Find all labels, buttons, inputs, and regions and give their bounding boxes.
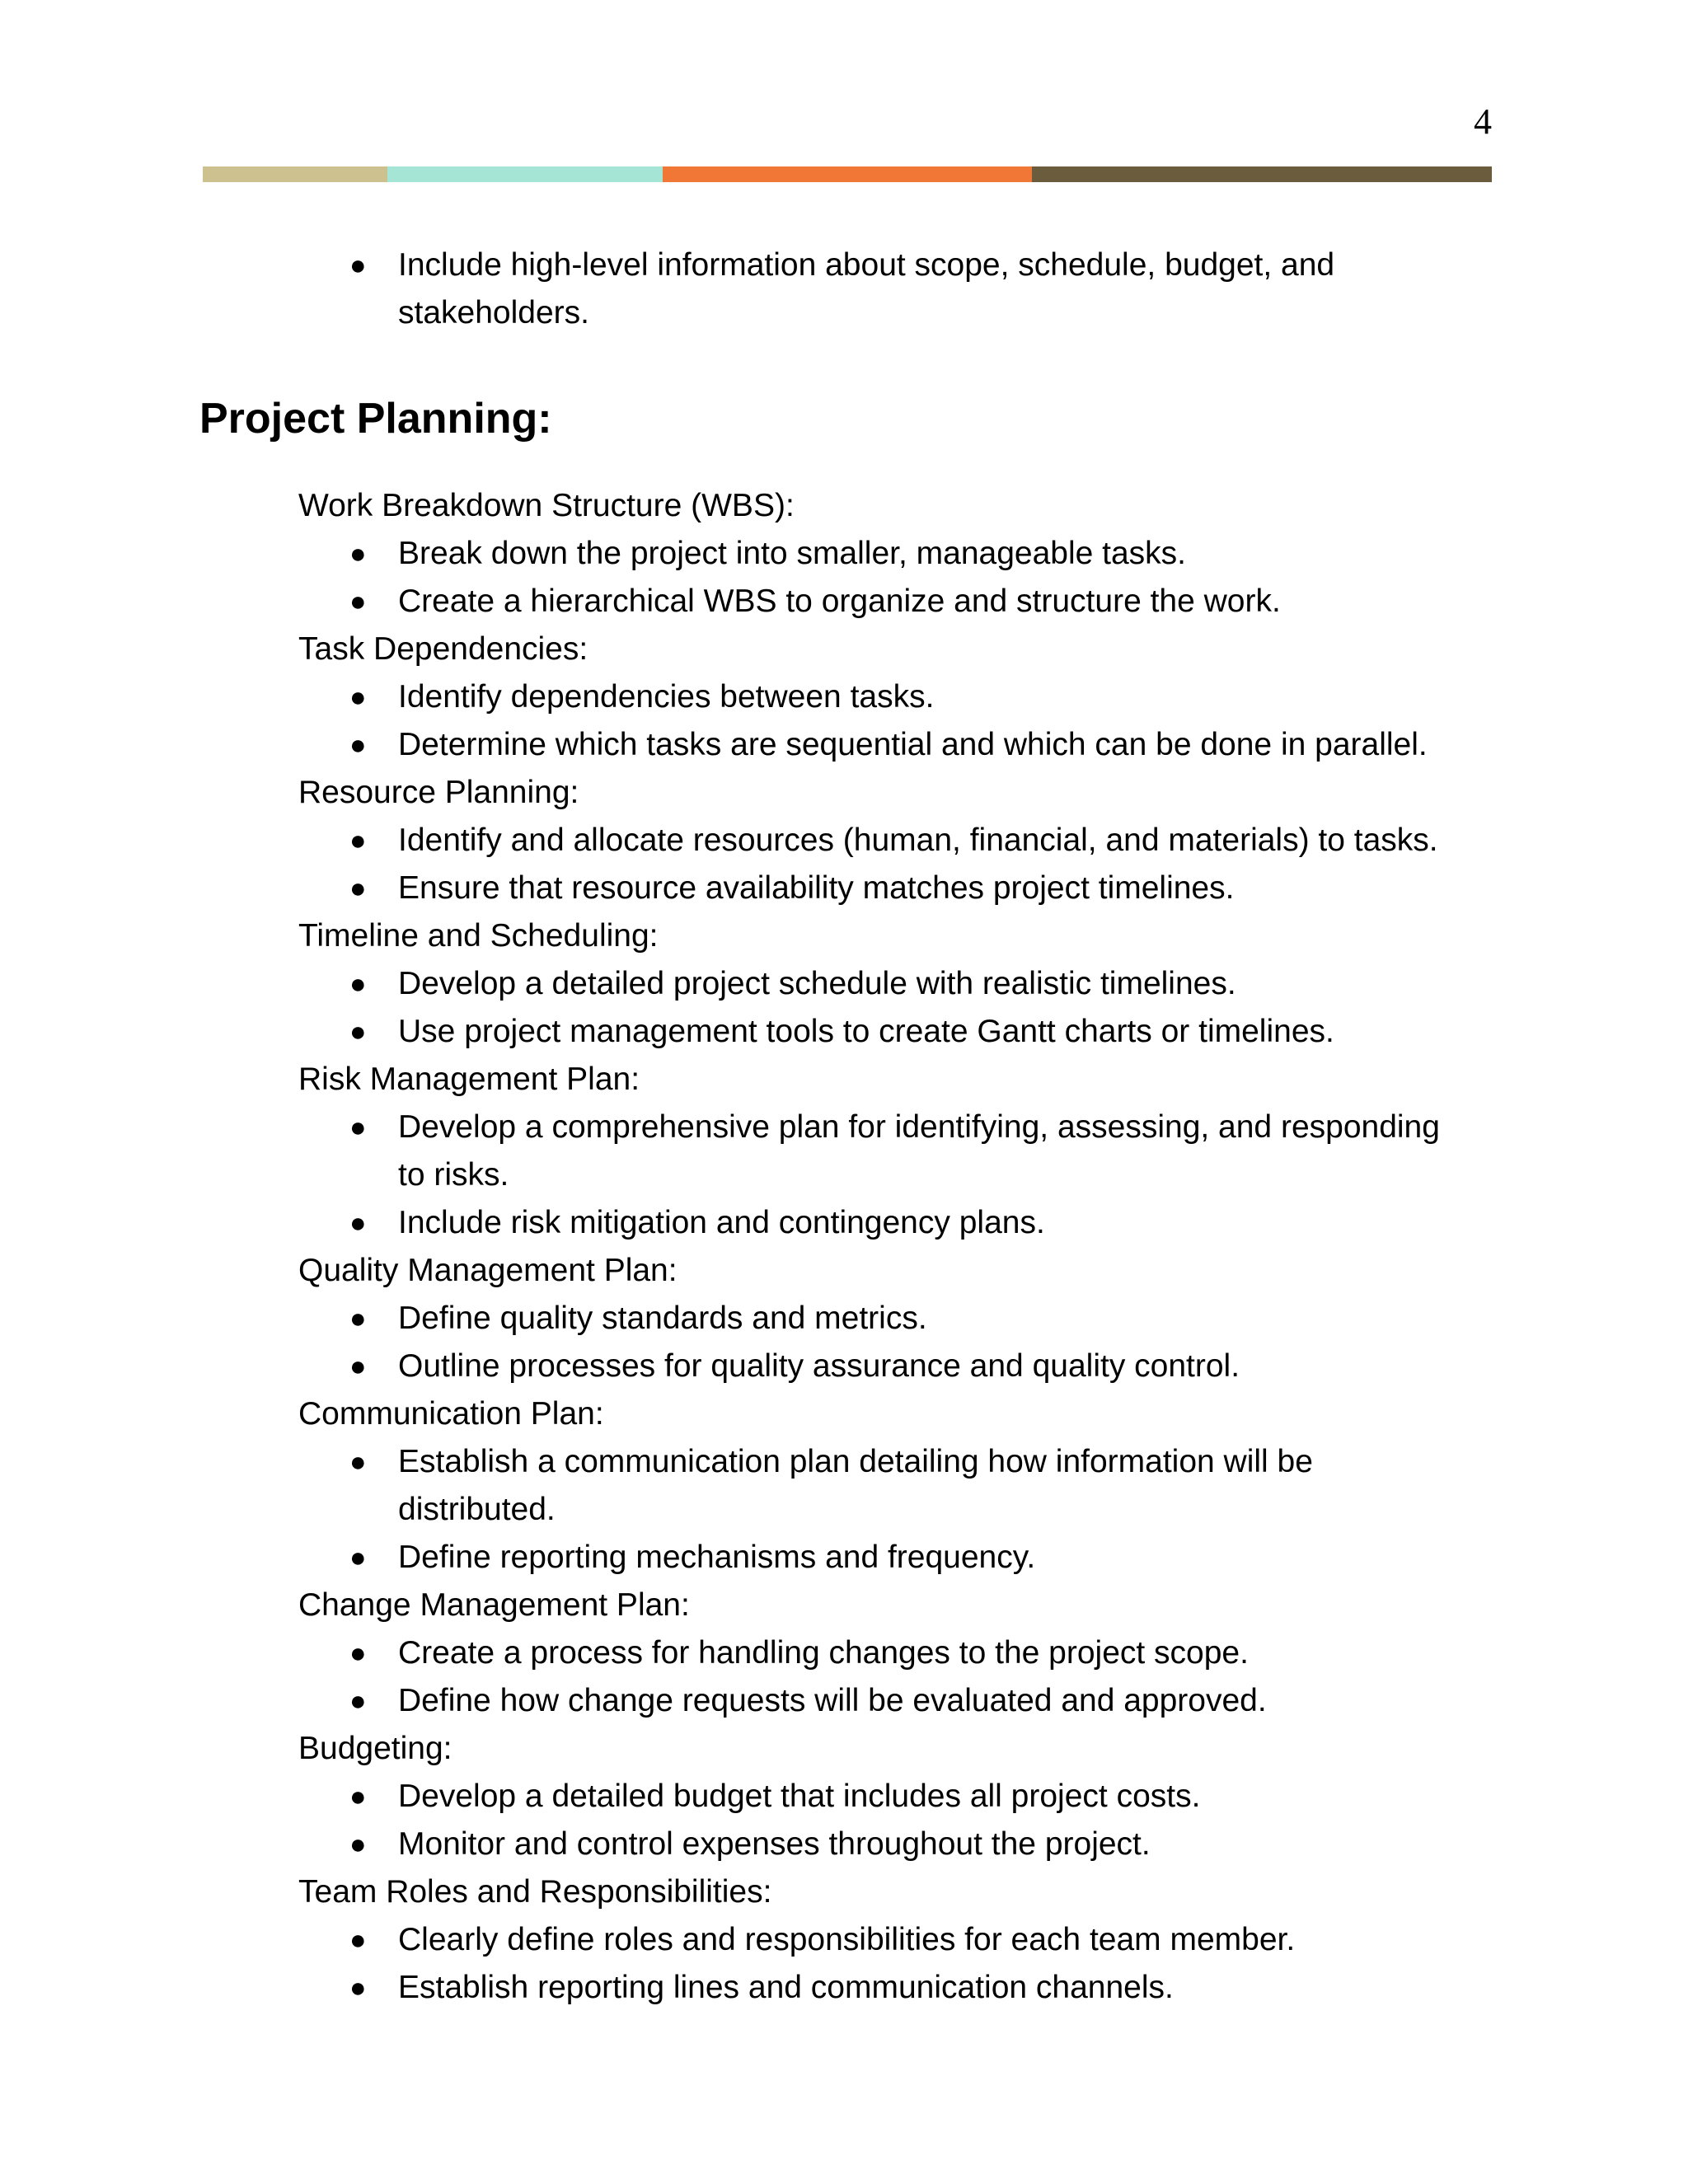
bullet-icon: ● [349,1112,367,1143]
bullet-icon: ● [349,968,367,1000]
bullet-icon: ● [349,1303,367,1334]
plan-section [0,626,1688,769]
bullet-line [0,1629,1688,1677]
section-subheading: Communication Plan: [298,1396,604,1432]
section-subheading: Task Dependencies: [298,631,588,667]
bullet-line [0,578,1688,626]
bullet-icon: ● [349,1924,367,1956]
bullet-text: Create a process for handling changes to the project scope. [398,1635,1249,1671]
bullet-icon: ● [349,250,367,281]
bullet-line [0,1916,1688,1964]
section-subheading: Work Breakdown Structure (WBS): [298,488,795,523]
bullet-text: Define reporting mechanisms and frequency. [398,1540,1036,1575]
bullet-text: Break down the project into smaller, manageable tasks. [398,536,1187,571]
plan-section [0,1725,1688,1868]
bullet-icon: ● [349,538,367,569]
section-subheading: Timeline and Scheduling: [298,918,659,954]
bullet-text: Establish a communication plan detailing how information will be [398,1444,1313,1479]
color-bar-segment [387,166,663,182]
bullet-icon: ● [349,1207,367,1239]
page-number: 4 [1474,101,1492,142]
plan-section [0,1868,1688,2012]
bullet-line [0,1151,1688,1199]
planning-sections [0,482,1688,2012]
bullet-line [0,1486,1688,1534]
bullet-icon: ● [349,1781,367,1812]
bullet-text: Define quality standards and metrics. [398,1301,927,1336]
bullet-line [0,1104,1688,1151]
bullet-icon: ● [349,1351,367,1382]
bullet-line [0,241,1688,289]
bullet-text: Include risk mitigation and contingency plans. [398,1205,1045,1240]
color-bar-segment [663,166,1032,182]
bullet-text: distributed. [398,1492,556,1527]
bullet-line [0,1008,1688,1056]
bullet-icon: ● [349,1016,367,1047]
bullet-line [0,1964,1688,2012]
bullet-line [0,1821,1688,1868]
bullet-text: Develop a detailed budget that includes all project costs. [398,1779,1201,1814]
bullet-icon: ● [349,825,367,856]
bullet-text: Define how change requests will be evaluated and approved. [398,1683,1267,1718]
section-subheading: Risk Management Plan: [298,1062,640,1097]
plan-section [0,1582,1688,1725]
bullet-line [0,1534,1688,1582]
intro-bullet [0,241,1688,337]
section-heading: Project Planning: [199,395,552,443]
color-bar-segment [1032,166,1492,182]
bullet-line [0,673,1688,721]
bullet-text: Clearly define roles and responsibilities for each team member. [398,1922,1296,1957]
bullet-text: stakeholders. [398,295,589,330]
plan-section [0,912,1688,1056]
bullet-line [0,960,1688,1008]
bullet-line [0,721,1688,769]
bullet-text: Develop a comprehensive plan for identifying, assessing, and responding [398,1109,1440,1145]
bullet-icon: ● [349,1829,367,1860]
bullet-text: Develop a detailed project schedule with realistic timelines. [398,966,1236,1001]
bullet-line [0,1199,1688,1247]
bullet-text: Identify dependencies between tasks. [398,679,935,715]
plan-section [0,1247,1688,1390]
bullet-line [0,1773,1688,1821]
bullet-icon: ● [349,586,367,617]
bullet-icon: ● [349,1638,367,1669]
bullet-line [0,289,1688,337]
bullet-line [0,865,1688,912]
bullet-text: Ensure that resource availability matches project timelines. [398,870,1235,906]
bullet-icon: ● [349,1542,367,1573]
bullet-text: Identify and allocate resources (human, financial, and materials) to tasks. [398,823,1438,858]
bullet-icon: ● [349,682,367,713]
bullet-text: Use project management tools to create Gantt charts or timelines. [398,1014,1334,1049]
bullet-text: to risks. [398,1157,509,1193]
bullet-icon: ● [349,729,367,761]
header-color-bar [203,166,1492,182]
document-body [0,241,1688,2012]
bullet-text: Determine which tasks are sequential and which can be done in parallel. [398,727,1428,762]
bullet-icon: ● [349,1972,367,2004]
bullet-line [0,1343,1688,1390]
bullet-line [0,1438,1688,1486]
bullet-icon: ● [349,1446,367,1478]
section-subheading: Budgeting: [298,1731,452,1766]
bullet-text: Create a hierarchical WBS to organize and structure the work. [398,583,1281,619]
section-subheading: Change Management Plan: [298,1587,690,1623]
bullet-text: Include high-level information about scope, schedule, budget, and [398,247,1335,283]
plan-section [0,1390,1688,1582]
bullet-text: Monitor and control expenses throughout the project. [398,1826,1151,1862]
section-subheading: Resource Planning: [298,775,579,810]
bullet-icon: ● [349,873,367,904]
section-subheading: Quality Management Plan: [298,1253,678,1288]
bullet-line [0,817,1688,865]
bullet-icon: ● [349,1685,367,1717]
bullet-line [0,1295,1688,1343]
bullet-line [0,530,1688,578]
plan-section [0,482,1688,626]
section-subheading: Team Roles and Responsibilities: [298,1874,772,1910]
color-bar-segment [203,166,387,182]
bullet-line [0,1677,1688,1725]
bullet-text: Establish reporting lines and communication channels. [398,1970,1174,2005]
bullet-text: Outline processes for quality assurance and quality control. [398,1348,1240,1384]
plan-section [0,769,1688,912]
plan-section [0,1056,1688,1247]
